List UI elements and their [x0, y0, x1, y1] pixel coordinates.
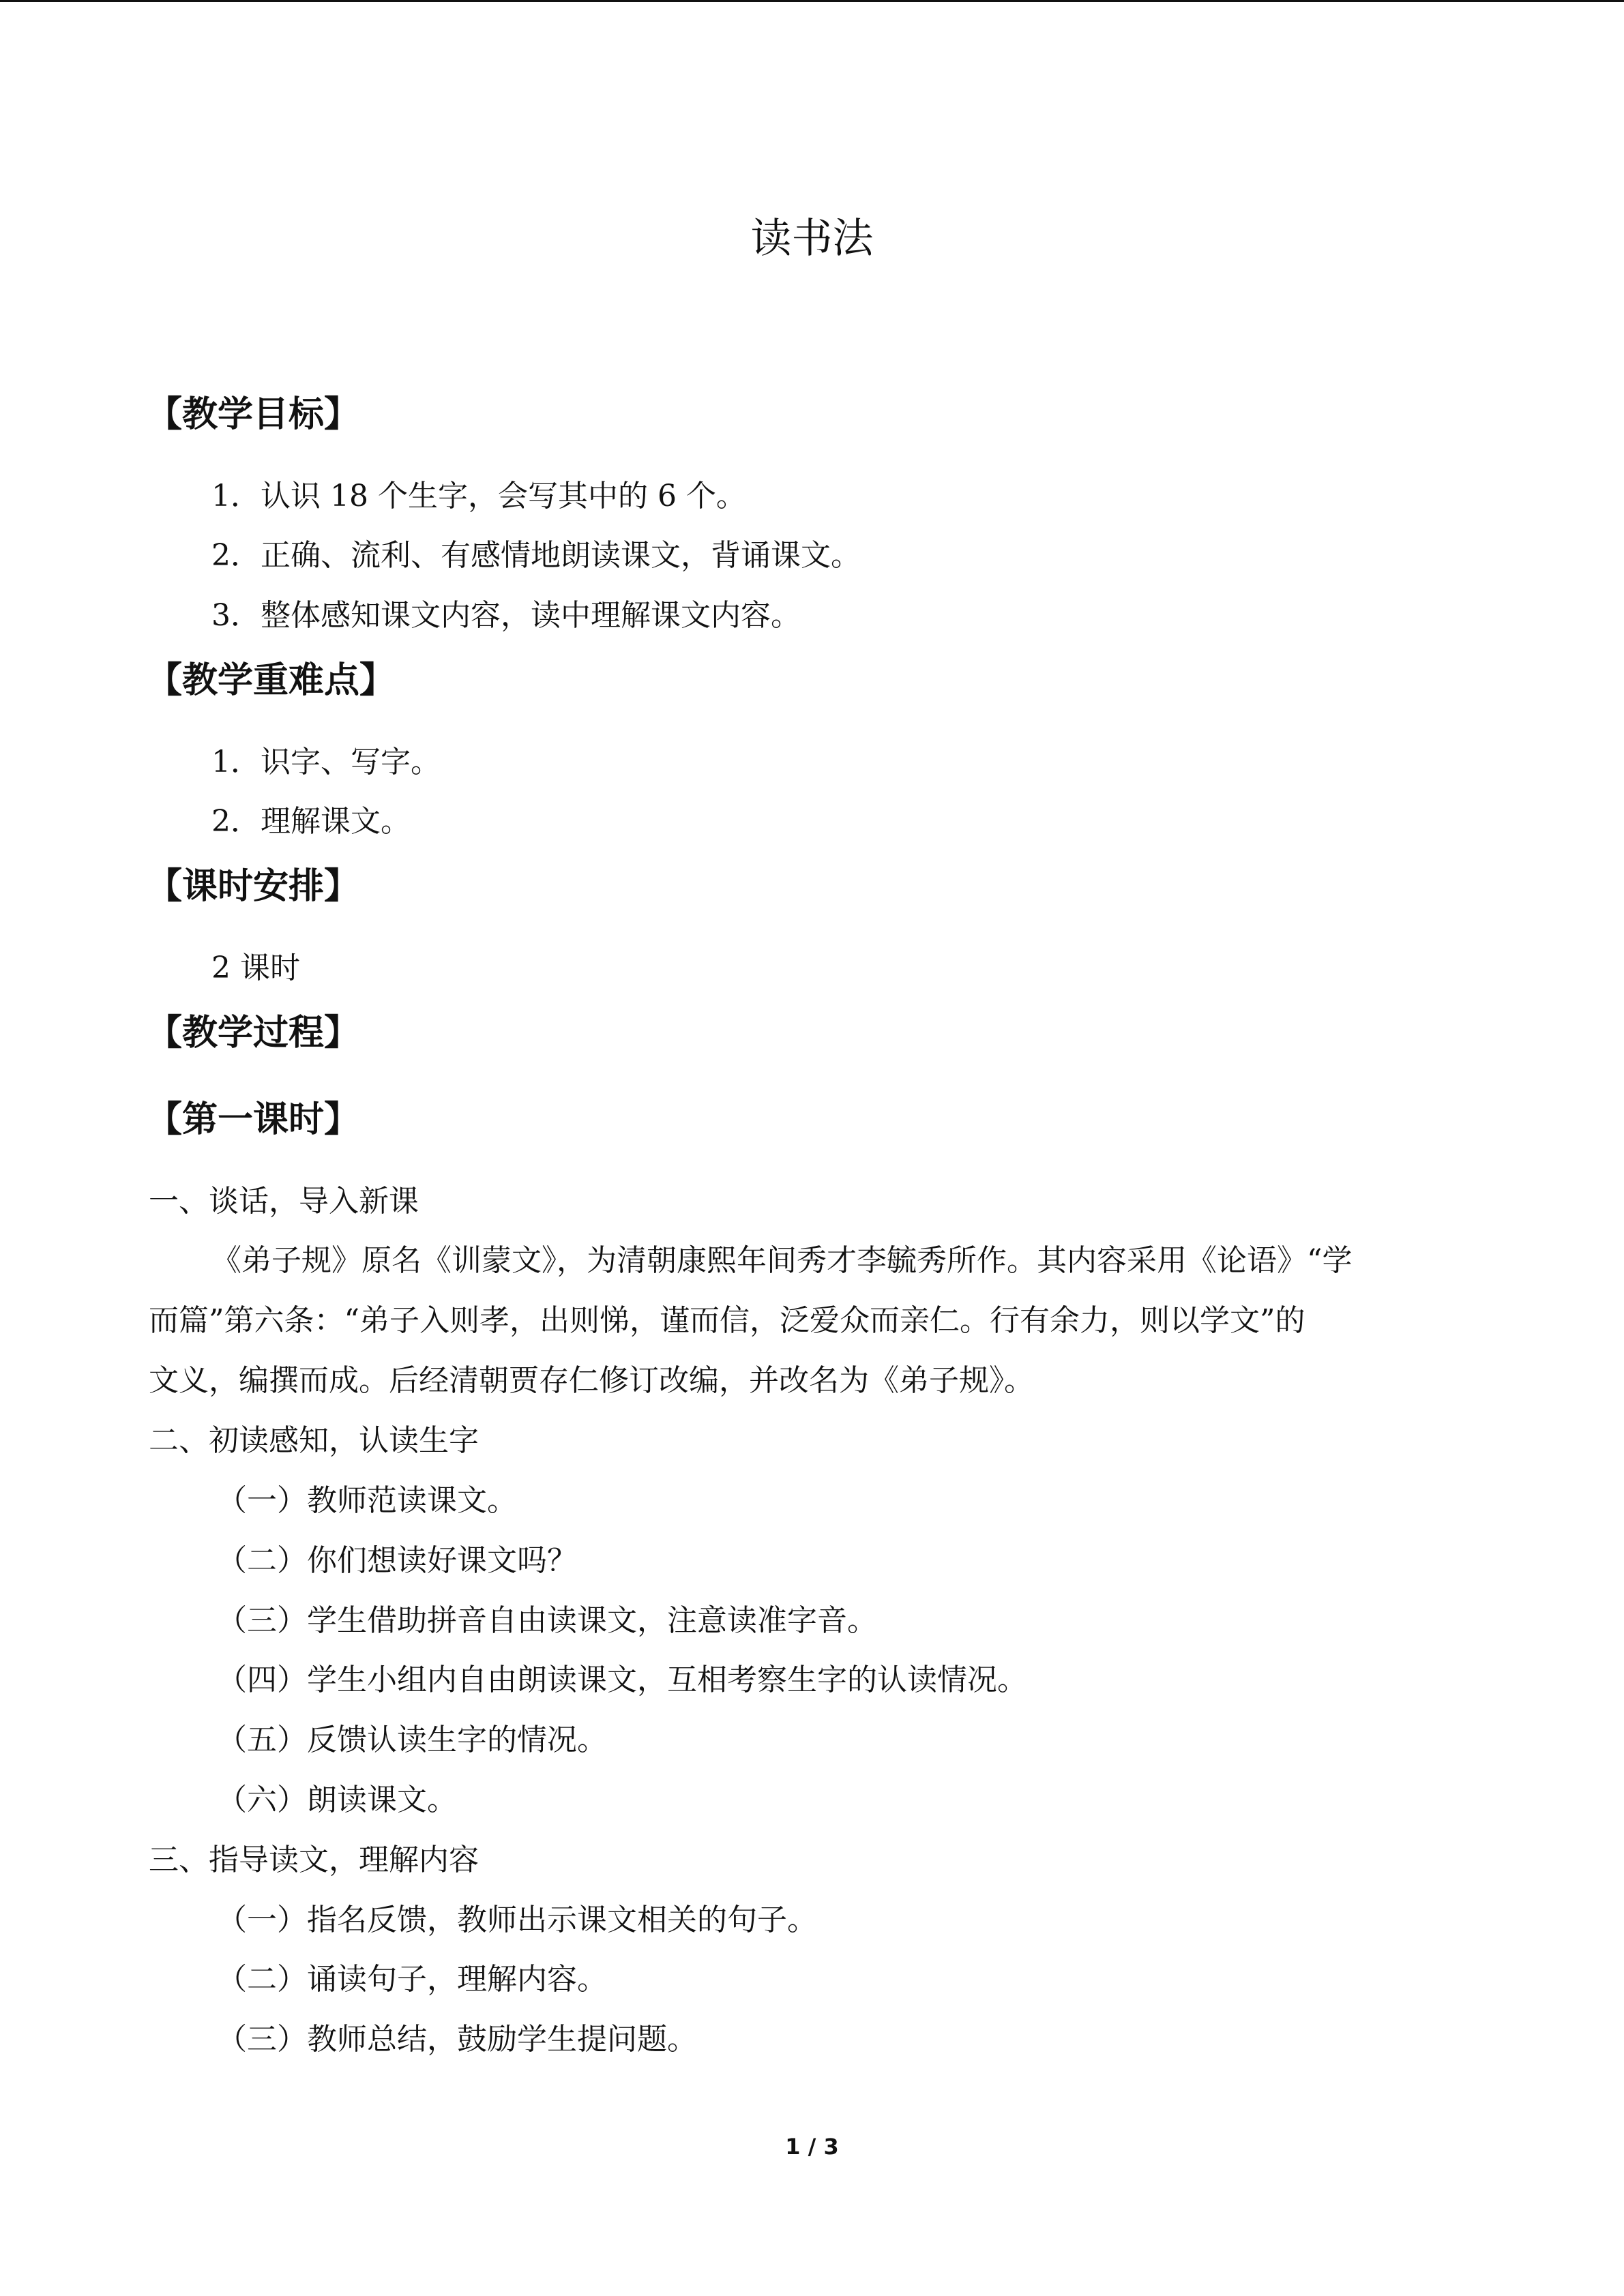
part-three-heading: 三、指导读文，理解内容 — [149, 1843, 479, 1877]
intro-paragraph-line: 《弟子规》原名《训蒙文》，为清朝康熙年间秀才李毓秀所作。其内容采用《论语》“学 — [211, 1243, 1353, 1278]
schedule-text: 2 课时 — [211, 951, 300, 985]
intro-paragraph-line: 文义，编撰而成。后经清朝贾存仁修订改编，并改名为《弟子规》。 — [149, 1363, 1034, 1398]
part-three-item: （二）诵读句子，理解内容。 — [217, 1962, 607, 1997]
goals-heading: 【教学目标】 — [147, 394, 360, 435]
process-heading: 【教学过程】 — [147, 1013, 360, 1054]
goal-item: 1．认识 18 个生字，会写其中的 6 个。 — [211, 479, 746, 513]
part-two-item: （六）朗读课文。 — [217, 1783, 457, 1817]
schedule-heading: 【课时安排】 — [147, 866, 360, 907]
page-title: 读书法 — [750, 215, 874, 263]
key-points-heading: 【教学重难点】 — [147, 660, 396, 701]
part-two-item: （一）教师范读课文。 — [217, 1483, 517, 1518]
goal-item: 3．整体感知课文内容，读中理解课文内容。 — [211, 598, 801, 633]
top-border-line — [0, 0, 1624, 2]
part-three-item: （一）指名反馈，教师出示课文相关的句子。 — [217, 1903, 817, 1937]
lesson-one-heading: 【第一课时】 — [147, 1099, 360, 1140]
part-three-item: （三）教师总结，鼓励学生提问题。 — [217, 2022, 697, 2057]
part-two-item: （四）学生小组内自由朗读课文，互相考察生字的认读情况。 — [217, 1663, 1027, 1697]
page-number: 1 / 3 — [785, 2134, 839, 2160]
part-two-item: （二）你们想读好课文吗？ — [217, 1543, 577, 1578]
part-two-heading: 二、初读感知，认读生字 — [149, 1423, 479, 1458]
part-one-heading: 一、谈话，导入新课 — [149, 1184, 419, 1219]
key-point-item: 2．理解课文。 — [211, 804, 411, 839]
part-two-item: （五）反馈认读生字的情况。 — [217, 1723, 607, 1757]
goal-item: 2．正确、流利、有感情地朗读课文，背诵课文。 — [211, 538, 861, 573]
intro-paragraph-line: 而篇”第六条：“弟子入则孝，出则悌，谨而信，泛爱众而亲仁。行有余力，则以学文”的 — [149, 1303, 1305, 1338]
key-point-item: 1．识字、写字。 — [211, 745, 441, 779]
part-two-item: （三）学生借助拼音自由读课文，注意读准字音。 — [217, 1603, 877, 1638]
